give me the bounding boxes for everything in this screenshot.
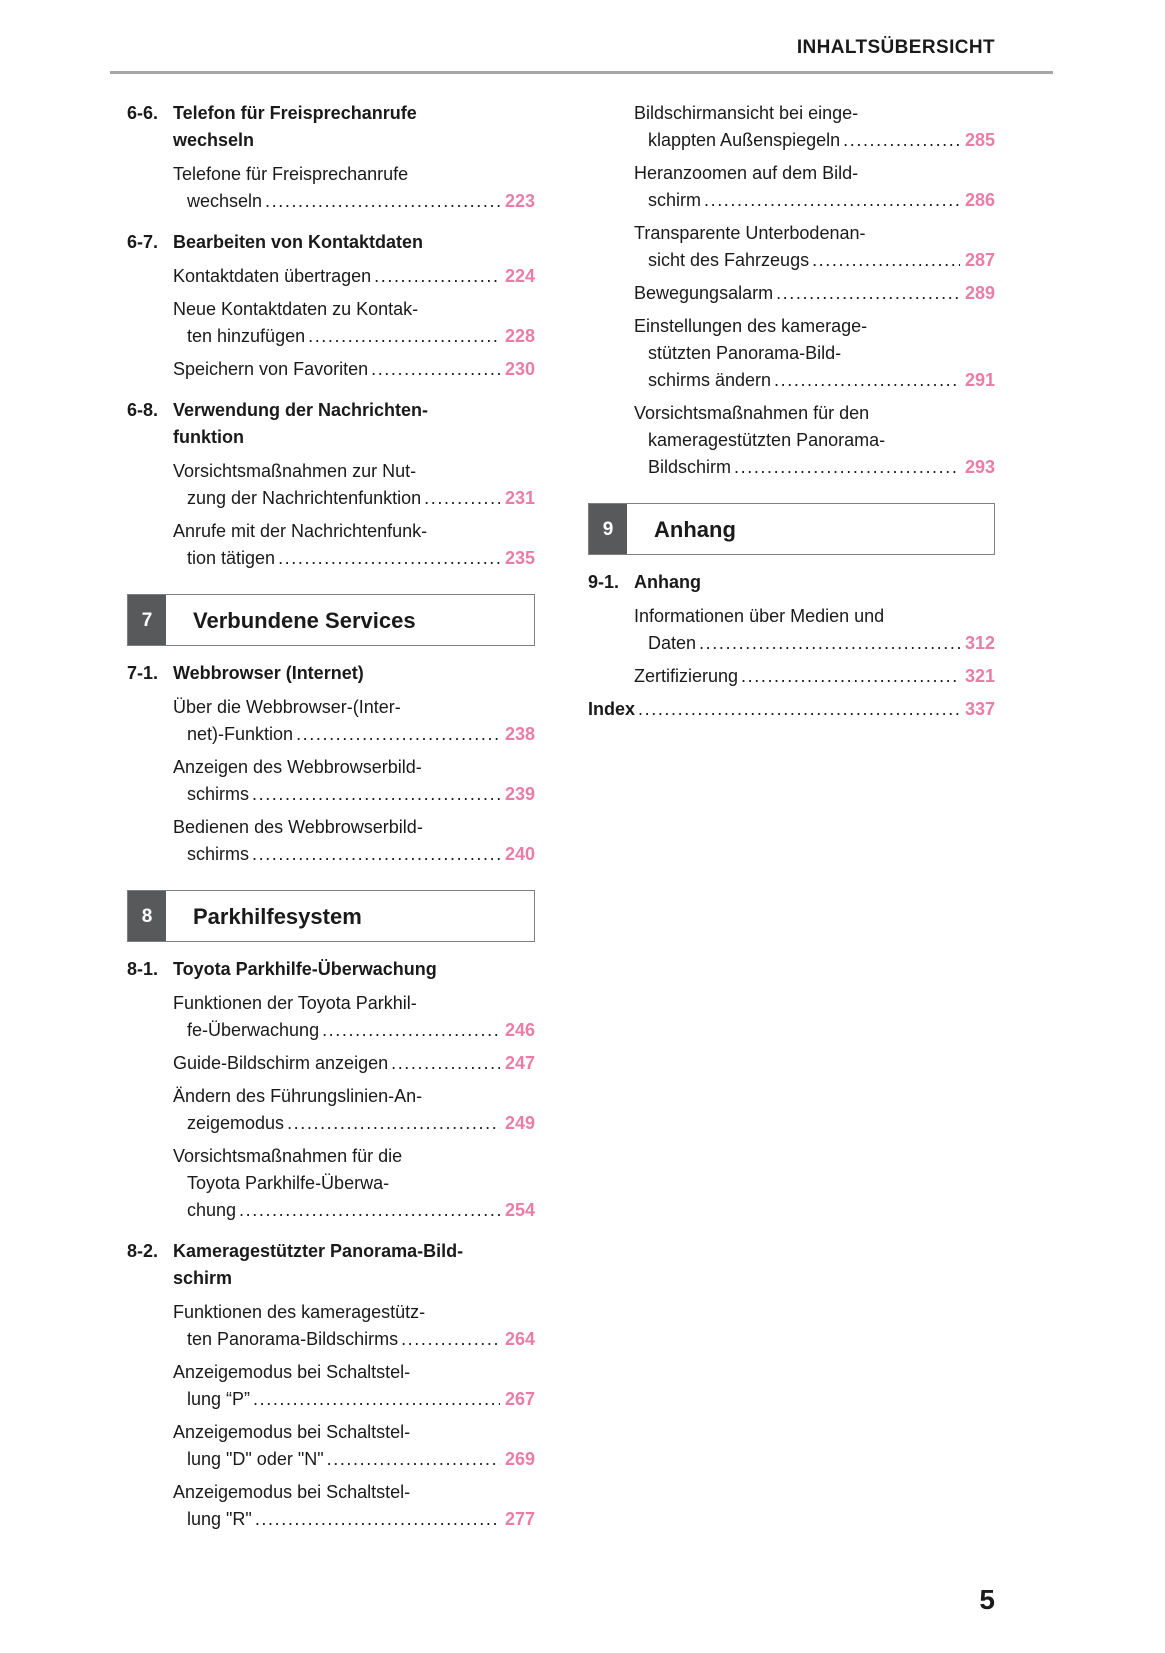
dotted-leader: [734, 454, 960, 481]
entry-line: [634, 400, 995, 427]
heading-number-label: 6-6.: [127, 103, 159, 123]
page-ref: 269: [504, 1449, 535, 1469]
entry-text: Einstellungen des kamerage-: [634, 316, 868, 336]
entry-text: ten hinzufügen: [187, 326, 306, 346]
toc-entry: [173, 263, 535, 290]
page-ref: 285: [964, 130, 995, 150]
entry-line: [173, 485, 535, 512]
page-ref: 277: [504, 1509, 535, 1529]
entry-line: [173, 754, 535, 781]
entry-text: tion tätigen: [187, 548, 276, 568]
heading-line: schirm: [173, 1268, 233, 1288]
toc-heading: [127, 660, 535, 687]
entry-line: [634, 427, 995, 454]
entry-text: Vorsichtsmaßnahmen zur Nut-: [173, 461, 417, 481]
entry-text: schirms: [187, 844, 249, 864]
toc-entry: [634, 400, 995, 481]
toc-entry: [173, 1479, 535, 1533]
dotted-leader: [296, 721, 500, 748]
left-column: [127, 100, 535, 1539]
page-ref: 246: [504, 1020, 535, 1040]
entry-line: [588, 696, 995, 723]
entry-text: Guide-Bildschirm anzeigen: [173, 1053, 389, 1073]
dotted-leader: [253, 1386, 500, 1413]
heading-number-label: 6-7.: [127, 232, 159, 252]
right-column: [588, 100, 995, 729]
entry-text: schirm: [648, 190, 701, 210]
chapter-number: 9: [589, 504, 627, 554]
entry-line: [173, 1017, 535, 1044]
entry-text: chung: [187, 1200, 237, 1220]
page-content: [110, 34, 1053, 1539]
page-ref: 239: [504, 784, 535, 804]
page-ref: 287: [964, 250, 995, 270]
entry-text: Anzeigemodus bei Schaltstel-: [173, 1422, 411, 1442]
toc-entry: [173, 296, 535, 350]
entry-line: [173, 188, 535, 215]
entry-text: Transparente Unterbodenan-: [634, 223, 866, 243]
entry-text: Anzeigemodus bei Schaltstel-: [173, 1482, 411, 1502]
dotted-leader: [239, 1197, 500, 1224]
entry-text: lung "R": [187, 1509, 252, 1529]
heading-line: Telefon für Freisprechanrufe: [173, 103, 417, 123]
dotted-leader: [638, 696, 960, 723]
toc-heading: [127, 397, 535, 451]
dotted-leader: [327, 1446, 500, 1473]
page-ref: 231: [504, 488, 535, 508]
dotted-leader: [776, 280, 960, 307]
chapter-header: [127, 594, 535, 646]
entry-line: [634, 187, 995, 214]
dotted-leader: [741, 663, 960, 690]
dotted-leader: [252, 841, 500, 868]
entry-text: schirms: [187, 784, 249, 804]
entry-text: ten Panorama-Bildschirms: [187, 1329, 399, 1349]
entry-text: zeigemodus: [187, 1113, 285, 1133]
page-ref: 228: [504, 326, 535, 346]
dotted-leader: [843, 127, 960, 154]
entry-text: stützten Panorama-Bild-: [648, 343, 842, 363]
heading-number-label: 8-1.: [127, 959, 159, 979]
entry-line: [173, 814, 535, 841]
entry-text: lung “P”: [187, 1389, 251, 1409]
dotted-leader: [774, 367, 960, 394]
toc-columns: [110, 100, 1053, 1539]
entry-line: [173, 1197, 535, 1224]
entry-text: Anrufe mit der Nachrichtenfunk-: [173, 521, 428, 541]
entry-line: [634, 340, 995, 367]
heading-text: [173, 397, 535, 451]
entry-line: [173, 694, 535, 721]
entry-line: [173, 458, 535, 485]
heading-line: wechseln: [173, 130, 255, 150]
dotted-leader: [308, 323, 500, 350]
entry-text: Anzeigemodus bei Schaltstel-: [173, 1362, 411, 1382]
toc-entry: [173, 814, 535, 868]
entry-text: Speichern von Favoriten: [173, 359, 369, 379]
entry-text: wechseln: [187, 191, 263, 211]
toc-entry: [634, 603, 995, 657]
heading-line: Kameragestützter Panorama-Bild-: [173, 1241, 464, 1261]
page-ref: 235: [504, 548, 535, 568]
entry-line: [173, 263, 535, 290]
dotted-leader: [699, 630, 960, 657]
toc-entry: [634, 663, 995, 690]
dotted-leader: [812, 247, 960, 274]
entry-text: Vorsichtsmaßnahmen für den: [634, 403, 870, 423]
entry-line: [634, 160, 995, 187]
entry-line: [634, 603, 995, 630]
dotted-leader: [401, 1326, 500, 1353]
entry-text: Anzeigen des Webbrowserbild-: [173, 757, 422, 777]
entry-line: [173, 1386, 535, 1413]
heading-text: [173, 229, 535, 256]
toc-entry: [588, 696, 995, 723]
page-ref: 321: [964, 666, 995, 686]
chapter-number: 7: [128, 595, 166, 645]
entry-line: [634, 280, 995, 307]
heading-number-label: 8-2.: [127, 1241, 159, 1261]
page-ref: 247: [504, 1053, 535, 1073]
header-title: INHALTSÜBERSICHT: [796, 37, 995, 58]
entry-text: Daten: [648, 633, 697, 653]
entry-line: [173, 1170, 535, 1197]
entry-line: [173, 1479, 535, 1506]
heading-text: [173, 660, 535, 687]
entry-line: [634, 100, 995, 127]
entry-line: [173, 781, 535, 808]
entry-text: Vorsichtsmaßnahmen für die: [173, 1146, 403, 1166]
heading-text: [173, 1238, 535, 1292]
entry-line: [634, 663, 995, 690]
entry-line: [173, 1506, 535, 1533]
toc-entry: [173, 458, 535, 512]
entry-text: Kontaktdaten übertragen: [173, 266, 372, 286]
page-ref: 267: [504, 1389, 535, 1409]
entry-text: Informationen über Medien und: [634, 606, 885, 626]
entry-line: [173, 518, 535, 545]
heading-line: Bearbeiten von Kontaktdaten: [173, 232, 424, 252]
toc-heading: [127, 100, 535, 154]
chapter-header: [588, 503, 995, 555]
entry-text: Über die Webbrowser-(Inter-: [173, 697, 401, 717]
entry-text: net)-Funktion: [187, 724, 294, 744]
page-ref: 264: [504, 1329, 535, 1349]
heading-number-label: 9-1.: [588, 572, 620, 592]
entry-text: Zertifizierung: [634, 666, 739, 686]
entry-line: [173, 323, 535, 350]
entry-text: Heranzoomen auf dem Bild-: [634, 163, 859, 183]
toc-entry: [173, 1299, 535, 1353]
heading-line: funktion: [173, 427, 244, 447]
chapter-number: 8: [128, 891, 166, 941]
entry-text: Bildschirmansicht bei einge-: [634, 103, 859, 123]
entry-line: [173, 1083, 535, 1110]
page-ref: 293: [964, 457, 995, 477]
dotted-leader: [252, 781, 500, 808]
dotted-leader: [391, 1050, 500, 1077]
entry-line: [173, 841, 535, 868]
page-ref: 223: [504, 191, 535, 211]
entry-line: [173, 1419, 535, 1446]
entry-line: [634, 220, 995, 247]
toc-entry: [173, 754, 535, 808]
dotted-leader: [265, 188, 500, 215]
toc-heading: [127, 1238, 535, 1292]
dotted-leader: [704, 187, 960, 214]
page-ref: 249: [504, 1113, 535, 1133]
entry-text: Bewegungsalarm: [634, 283, 774, 303]
entry-text: schirms ändern: [648, 370, 772, 390]
page-ref: 291: [964, 370, 995, 390]
dotted-leader: [255, 1506, 500, 1533]
toc-entry: [634, 280, 995, 307]
entry-text: kameragestützten Panorama-: [648, 430, 886, 450]
toc-entry: [173, 1050, 535, 1077]
toc-entry: [173, 161, 535, 215]
toc-heading: [127, 229, 535, 256]
entry-line: [173, 990, 535, 1017]
dotted-leader: [322, 1017, 500, 1044]
entry-line: [173, 545, 535, 572]
entry-line: [173, 1299, 535, 1326]
toc-entry: [173, 356, 535, 383]
entry-text: Neue Kontaktdaten zu Kontak-: [173, 299, 419, 319]
entry-text: Funktionen der Toyota Parkhil-: [173, 993, 417, 1013]
header-rule: [110, 71, 1053, 74]
heading-line: Toyota Parkhilfe-Überwachung: [173, 959, 437, 979]
chapter-title: Verbundene Services: [193, 607, 416, 633]
page-ref: 312: [964, 633, 995, 653]
toc-entry: [173, 1083, 535, 1137]
dotted-leader: [371, 356, 500, 383]
chapter-title: Anhang: [654, 516, 736, 542]
toc-entry: [173, 518, 535, 572]
entry-text: Bedienen des Webbrowserbild-: [173, 817, 423, 837]
page-ref: 254: [504, 1200, 535, 1220]
page-ref: 337: [964, 699, 995, 719]
heading-number-label: 7-1.: [127, 663, 159, 683]
toc-entry: [173, 1143, 535, 1224]
page-ref: 238: [504, 724, 535, 744]
heading-line: Webbrowser (Internet): [173, 663, 364, 683]
page-ref: 240: [504, 844, 535, 864]
entry-text: Bildschirm: [648, 457, 732, 477]
entry-text: Index: [588, 699, 636, 719]
entry-text: lung "D" oder "N": [187, 1449, 324, 1469]
entry-line: [173, 296, 535, 323]
entry-text: Funktionen des kameragestütz-: [173, 1302, 426, 1322]
entry-line: [634, 247, 995, 274]
toc-entry: [173, 694, 535, 748]
toc-entry: [173, 990, 535, 1044]
entry-text: sicht des Fahrzeugs: [648, 250, 810, 270]
entry-line: [634, 367, 995, 394]
entry-line: [173, 1359, 535, 1386]
entry-line: [173, 1143, 535, 1170]
entry-line: [173, 1110, 535, 1137]
page-ref: 289: [964, 283, 995, 303]
entry-line: [634, 313, 995, 340]
page-ref: 224: [504, 266, 535, 286]
toc-entry: [634, 100, 995, 154]
page-ref: 230: [504, 359, 535, 379]
entry-line: [173, 161, 535, 188]
entry-line: [173, 1326, 535, 1353]
entry-line: [634, 630, 995, 657]
entry-text: Ändern des Führungslinien-An-: [173, 1086, 423, 1106]
entry-text: zung der Nachrichtenfunktion: [187, 488, 422, 508]
toc-entry: [634, 220, 995, 274]
heading-text: [173, 956, 535, 983]
toc-entry: [173, 1419, 535, 1473]
entry-line: [173, 1050, 535, 1077]
toc-heading: [588, 569, 995, 596]
page-number: 5: [979, 1584, 995, 1615]
entry-line: [634, 454, 995, 481]
entry-line: [173, 721, 535, 748]
dotted-leader: [374, 263, 500, 290]
dotted-leader: [424, 485, 500, 512]
chapter-title: Parkhilfesystem: [193, 903, 362, 929]
entry-text: fe-Überwachung: [187, 1020, 320, 1040]
toc-entry: [173, 1359, 535, 1413]
entry-text: Telefone für Freisprechanrufe: [173, 164, 409, 184]
dotted-leader: [278, 545, 500, 572]
page-ref: 286: [964, 190, 995, 210]
entry-line: [634, 127, 995, 154]
toc-entry: [634, 313, 995, 394]
heading-line: Anhang: [634, 572, 701, 592]
entry-text: klappten Außenspiegeln: [648, 130, 841, 150]
toc-heading: [127, 956, 535, 983]
heading-line: Verwendung der Nachrichten-: [173, 400, 429, 420]
heading-number-label: 6-8.: [127, 400, 159, 420]
heading-text: [634, 569, 995, 596]
toc-entry: [634, 160, 995, 214]
entry-line: [173, 356, 535, 383]
entry-line: [173, 1446, 535, 1473]
heading-text: [173, 100, 535, 154]
chapter-header: [127, 890, 535, 942]
entry-text: Toyota Parkhilfe-Überwa-: [187, 1173, 390, 1193]
dotted-leader: [287, 1110, 500, 1137]
